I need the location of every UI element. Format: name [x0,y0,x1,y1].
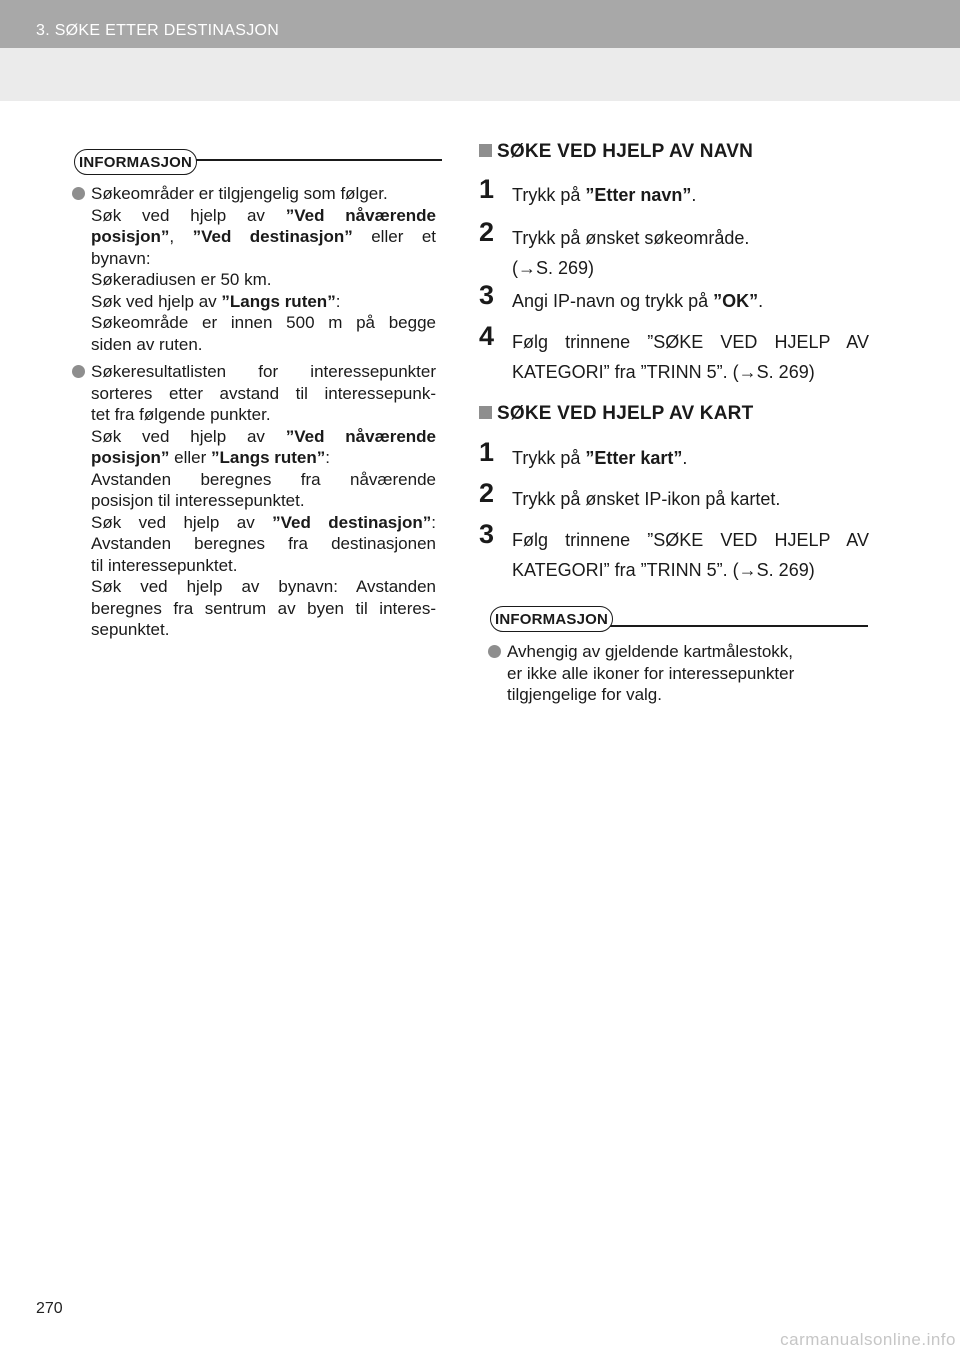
step-by-map-1: 1 Trykk på ”Etter kart”. [479,437,688,468]
step-by-name-4: 4 Følg trinnene ”SØKE VED HJELP AV KATEGORI” fra ”TRINN 5”. (→S. 269) [479,321,869,382]
bullet-dot-icon [72,187,85,200]
info-rule-left [190,159,442,161]
info-rule-right [610,625,868,627]
chapter-title: 3. SØKE ETTER DESTINASJON [36,22,280,39]
section-heading-by-name: SØKE VED HJELP AV NAVN [479,141,753,163]
section-square-icon [479,144,492,157]
step-by-name-2: 2 Trykk på ønsket søkeområde. (→S. 269) [479,217,750,278]
info-bullet-map-scale: Avhengig av gjeldende kartmålestokk, er ikke alle ikoner for interessepunkter tilgjengelige for valg. [488,641,868,706]
info-label-left: INFORMASJON [74,149,197,175]
info-bullet-search-areas: Søkeområder er tilgjengelig som følger. Søk ved hjelp av ”Ved nåværende posisjon”, ”Ved destinasjon” eller et bynavn: Søkeradiusen er 50 km. Søk ved hjelp av ”Langs ruten”: Søkeområde er innen 500 m på begge siden av ruten. [72,183,436,355]
step-by-map-3: 3 Følg trinnene ”SØKE VED HJELP AV KATEGORI” fra ”TRINN 5”. (→S. 269) [479,519,869,580]
bullet-dot-icon [488,645,501,658]
section-heading-by-map: SØKE VED HJELP AV KART [479,403,753,425]
step-by-name-1: 1 Trykk på ”Etter navn”. [479,174,697,205]
info-label-right: INFORMASJON [490,606,613,632]
info-bullet-sorting: Søkeresultatlisten for interessepunkter sorteres etter avstand til interessepunk- tet fra følgende punkter. Søk ved hjelp av ”Ved nåværende posisjon” eller ”Langs ruten”: Avstanden beregnes fra nåværende posisjon til interessepunktet. Søk ved hjelp av ”Ved destinasjon”: Avstanden beregnes fra destinasjonen til interessepunktet. Søk ved hjelp av bynavn: Avstanden beregnes fra sentrum av byen til interes- sepunktet. [72,361,436,641]
bullet-dot-icon [72,365,85,378]
step-by-name-3: 3 Angi IP-navn og trykk på ”OK”. [479,280,764,311]
section-square-icon [479,406,492,419]
page-number: 270 [36,1300,63,1317]
step-by-map-2: 2 Trykk på ønsket IP-ikon på kartet. [479,478,781,509]
watermark: carmanualsonline.info [780,1330,956,1349]
